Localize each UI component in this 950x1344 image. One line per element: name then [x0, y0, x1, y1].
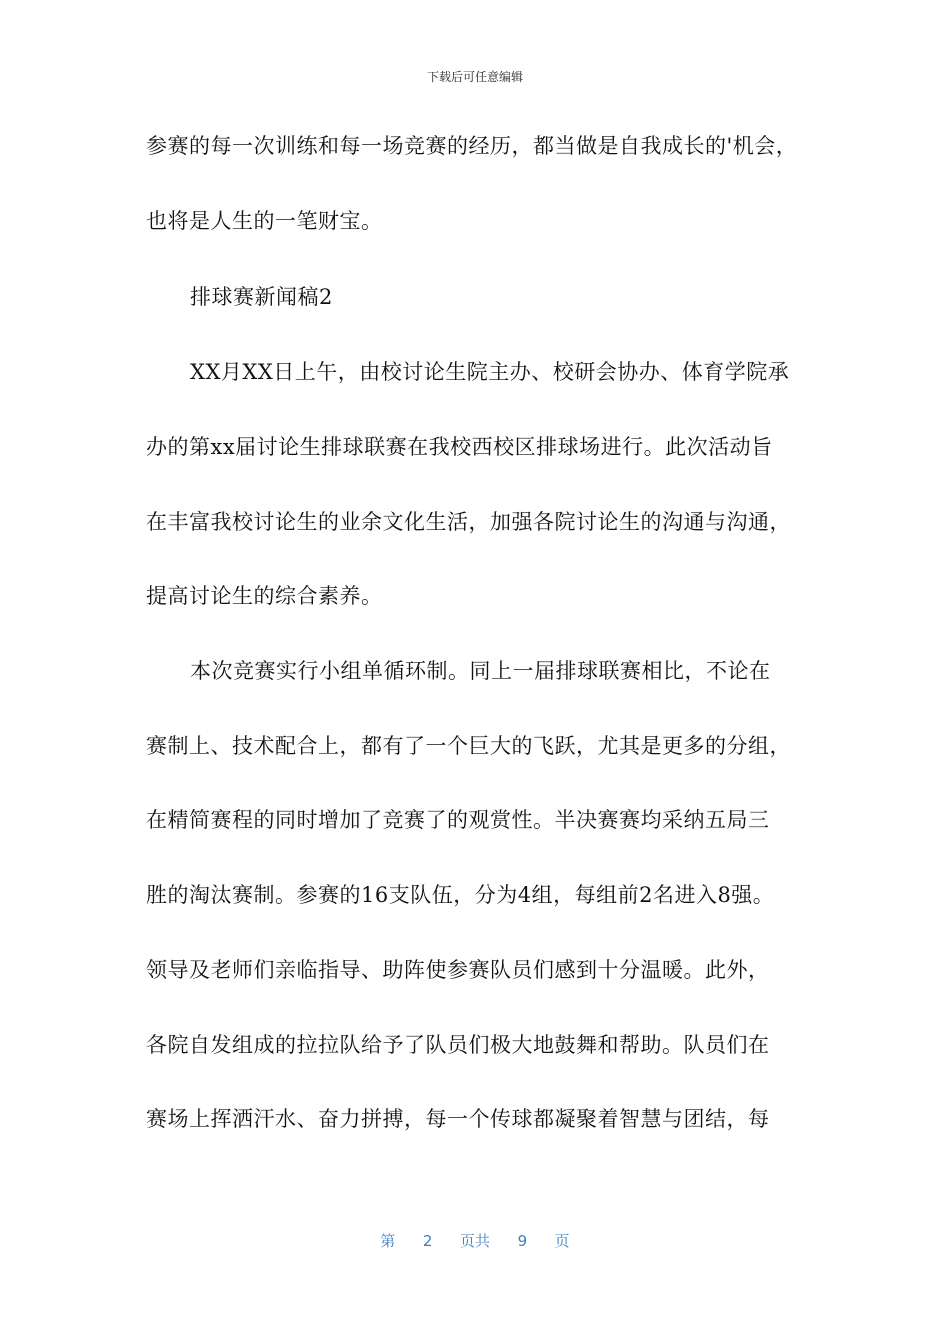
footer-suffix: 页 — [554, 1232, 570, 1250]
page-footer — [0, 1230, 950, 1251]
body-line: 参赛的每一次训练和每一场竞赛的经历，都当做是自我成长的'机会， — [146, 134, 798, 158]
section-heading: 排球赛新闻稿2 — [190, 285, 333, 309]
header-note: 下载后可任意编辑 — [426, 70, 523, 84]
footer-page-number: 2 — [422, 1232, 433, 1250]
body-line: 在丰富我校讨论生的业余文化生活，加强各院讨论生的沟通与沟通， — [146, 510, 791, 534]
footer-prefix: 第 — [380, 1232, 396, 1250]
body-line: 提高讨论生的综合素养。 — [146, 584, 383, 608]
footer-total-pages: 9 — [517, 1232, 528, 1250]
footer-middle: 页共 — [459, 1232, 490, 1250]
body-line: 赛制上、技术配合上，都有了一个巨大的飞跃，尤其是更多的分组， — [146, 734, 791, 758]
body-line: 各院自发组成的拉拉队给予了队员们极大地鼓舞和帮助。队员们在 — [146, 1033, 770, 1057]
body-line: 也将是人生的一笔财宝。 — [146, 209, 383, 233]
body-line: 领导及老师们亲临指导、助阵使参赛队员们感到十分温暖。此外， — [146, 958, 770, 982]
body-line: 胜的淘汰赛制。参赛的16支队伍，分为4组，每组前2名进入8强。 — [146, 883, 775, 907]
body-line: 在精简赛程的同时增加了竞赛了的观赏性。半决赛赛均采纳五局三 — [146, 808, 770, 832]
body-line: 赛场上挥洒汗水、奋力拼搏，每一个传球都凝聚着智慧与团结，每 — [146, 1107, 770, 1131]
body-line: 办的第xx届讨论生排球联赛在我校西校区排球场进行。此次活动旨 — [146, 435, 773, 459]
body-line: 本次竞赛实行小组单循环制。同上一届排球联赛相比，不论在 — [190, 659, 771, 683]
body-line: XX月XX日上午，由校讨论生院主办、校研会协办、体育学院承 — [190, 360, 790, 384]
